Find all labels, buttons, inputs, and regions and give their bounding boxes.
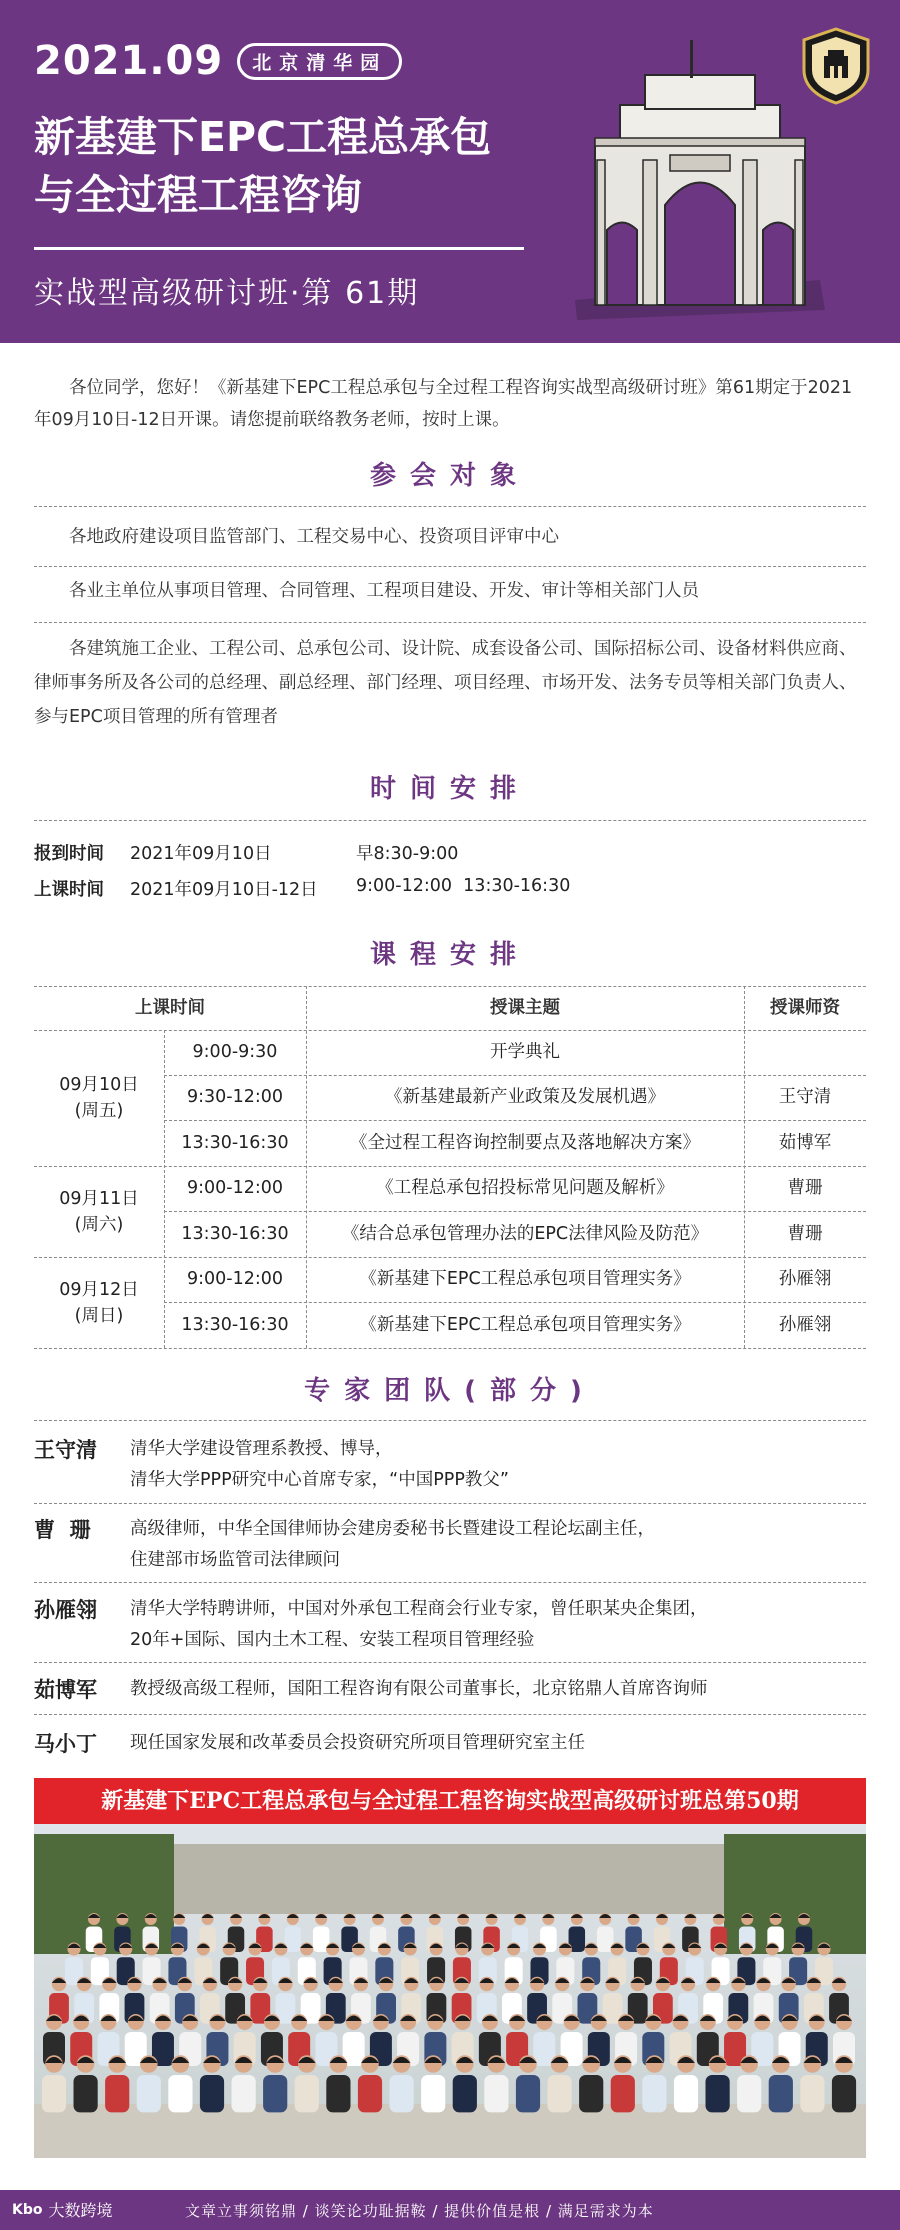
course-topic: 《结合总承包管理办法的EPC法律风险及防范》 xyxy=(341,1224,709,1244)
day-weekday: (周日) xyxy=(74,1306,124,1326)
course-time: 13:30-16:30 xyxy=(181,1133,289,1153)
table-border xyxy=(34,1348,866,1349)
section-title-course: 课程安排 xyxy=(369,940,530,970)
schedule-date: 2021年09月10日-12日 xyxy=(130,880,318,900)
header-banner xyxy=(0,0,900,343)
schedule-label: 报到时间 xyxy=(34,844,104,864)
expert-line: 教授级高级工程师，国阳工程咨询有限公司董事长，北京铭鼎人首席咨询师 xyxy=(130,1679,708,1699)
title-divider xyxy=(34,247,524,250)
course-topic: 《新基建下EPC工程总承包项目管理实务》 xyxy=(359,1315,691,1335)
day-date: 09月12日 xyxy=(59,1280,139,1300)
footer-bar xyxy=(0,2190,900,2230)
course-time: 9:30-12:00 xyxy=(186,1087,284,1107)
schedule-time: 9:00-12:00 13:30-16:30 xyxy=(356,876,571,896)
course-topic: 《新基建最新产业政策及发展机遇》 xyxy=(385,1087,665,1107)
expert-name: 马小丁 xyxy=(34,1732,97,1756)
course-topic: 《全过程工程咨询控制要点及落地解决方案》 xyxy=(350,1133,700,1153)
course-day xyxy=(34,1072,164,1124)
location-pill: 北京清华园 xyxy=(237,43,402,80)
date-row xyxy=(34,38,402,84)
expert-description xyxy=(130,1594,860,1656)
intro-paragraph: 各位同学，您好！《新基建下EPC工程总承包与全过程工程咨询实战型高级研讨班》第61期定于2021年09月10日-12日开课。请您提前联络教务老师，按时上课。 xyxy=(34,378,853,430)
event-subtitle: 实战型高级研讨班·第 61期 xyxy=(34,276,420,311)
group-photo xyxy=(34,1778,866,2158)
expert-line: 高级律师，中华全国律师协会建房委秘书长暨建设工程论坛副主任， xyxy=(130,1519,655,1539)
divider xyxy=(34,1420,866,1421)
course-topic: 开学典礼 xyxy=(490,1042,560,1062)
table-header-teacher: 授课师资 xyxy=(770,998,840,1018)
title-line-2: 与全过程工程咨询 xyxy=(34,171,362,219)
expert-line: 清华大学PPP研究中心首席专家，“中国PPP教父” xyxy=(130,1470,509,1490)
audience-item: 各业主单位从事项目管理、合同管理、工程项目建设、开发、审计等相关部门人员 xyxy=(69,581,699,601)
table-header-topic: 授课主题 xyxy=(490,998,560,1018)
course-time: 9:00-9:30 xyxy=(192,1042,278,1062)
course-topic: 《工程总承包招投标常见问题及解析》 xyxy=(376,1178,674,1198)
divider xyxy=(34,566,866,567)
expert-line: 住建部市场监管司法律顾问 xyxy=(130,1550,340,1570)
section-title-audience: 参会对象 xyxy=(369,461,530,491)
brand xyxy=(12,2198,113,2221)
expert-line: 清华大学建设管理系教授、博导， xyxy=(130,1439,393,1459)
expert-line: 清华大学特聘讲师，中国对外承包工程商会行业专家，曾任职某央企集团， xyxy=(130,1599,708,1619)
section-title-schedule: 时间安排 xyxy=(369,774,530,804)
day-weekday: (周六) xyxy=(74,1215,124,1235)
course-teacher: 孙雁翎 xyxy=(778,1269,832,1289)
expert-line: 20年+国际、国内土木工程、安装工程项目管理经验 xyxy=(130,1630,535,1650)
expert-name: 王守清 xyxy=(34,1438,97,1462)
expert-description xyxy=(130,1514,860,1576)
course-time: 9:00-12:00 xyxy=(186,1269,284,1289)
schedule-date: 2021年09月10日 xyxy=(130,844,272,864)
audience-item: 各建筑施工企业、工程公司、总承包公司、设计院、成套设备公司、国际招标公司、设备材料供应商、律师事务所及各公司的总经理、副总经理、部门经理、项目经理、市场开发、法务专员等相关部门负责人、参与EPC项目管理的所有管理者 xyxy=(34,639,857,727)
brand-name: 大数跨境 xyxy=(48,2201,113,2220)
day-weekday: (周五) xyxy=(74,1101,124,1121)
section-title-experts: 专家团队(部分) xyxy=(304,1376,596,1406)
event-date: 2021.09 xyxy=(34,38,224,84)
schedule-time: 早8:30-9:00 xyxy=(356,844,459,864)
course-teacher: 曹珊 xyxy=(787,1224,823,1244)
footer-slogan: 文章立事须铭鼎 / 谈笑论功耻据鞍 / 提供价值是根 / 满足需求为本 xyxy=(185,2202,654,2220)
expert-description xyxy=(130,1728,860,1759)
divider xyxy=(34,1582,866,1583)
course-teacher: 曹珊 xyxy=(787,1178,823,1198)
tsinghua-gate-illustration xyxy=(565,30,835,320)
expert-name: 孙雁翎 xyxy=(34,1598,97,1622)
schedule-label: 上课时间 xyxy=(34,880,104,900)
photo-banner: 新基建下EPC工程总承包与全过程工程咨询实战型高级研讨班总第50期 xyxy=(34,1778,866,1824)
course-time: 13:30-16:30 xyxy=(181,1315,289,1335)
divider xyxy=(34,1662,866,1663)
expert-line: 现任国家发展和改革委员会投资研究所项目管理研究室主任 xyxy=(130,1733,585,1753)
group-photo-illustration xyxy=(34,1824,866,2158)
course-day xyxy=(34,1186,164,1238)
brand-logo-icon: Kbo xyxy=(12,2201,43,2218)
course-time: 13:30-16:30 xyxy=(181,1224,289,1244)
course-teacher: 孙雁翎 xyxy=(778,1315,832,1335)
course-time: 9:00-12:00 xyxy=(186,1178,284,1198)
day-date: 09月10日 xyxy=(59,1075,139,1095)
expert-name: 曹 珊 xyxy=(34,1518,91,1542)
course-topic: 《新基建下EPC工程总承包项目管理实务》 xyxy=(359,1269,691,1289)
expert-description xyxy=(130,1674,860,1705)
title-line-1: 新基建下EPC工程总承包 xyxy=(34,113,492,161)
divider xyxy=(34,1503,866,1504)
org-shield-logo xyxy=(800,26,872,106)
schedule-row-class xyxy=(34,876,570,901)
expert-description xyxy=(130,1434,860,1496)
course-teacher: 茹博军 xyxy=(778,1133,832,1153)
course-day xyxy=(34,1277,164,1329)
divider xyxy=(34,1714,866,1715)
event-title xyxy=(34,108,594,224)
schedule-row-registration xyxy=(34,840,458,865)
course-teacher: 王守清 xyxy=(778,1087,832,1107)
divider xyxy=(34,820,866,821)
table-header-time: 上课时间 xyxy=(135,998,205,1018)
expert-name: 茹博军 xyxy=(34,1678,97,1702)
divider xyxy=(34,622,866,623)
day-date: 09月11日 xyxy=(59,1189,139,1209)
audience-item: 各地政府建设项目监管部门、工程交易中心、投资项目评审中心 xyxy=(69,527,559,547)
divider xyxy=(34,506,866,507)
